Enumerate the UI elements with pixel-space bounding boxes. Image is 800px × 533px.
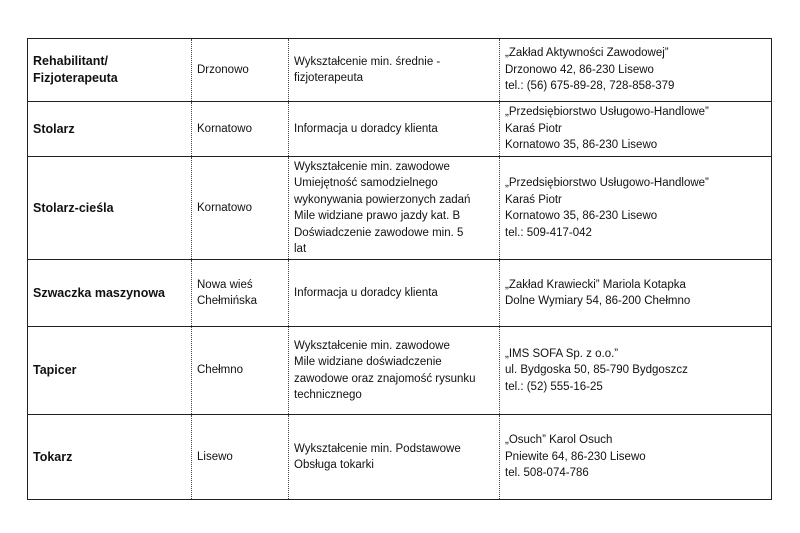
position-cell xyxy=(28,39,192,102)
requirements-cell xyxy=(289,327,500,415)
employer-line: Karaś Piotr xyxy=(505,122,562,135)
requirements-cell xyxy=(289,102,500,157)
location-cell xyxy=(192,39,289,102)
requirements-cell xyxy=(289,260,500,327)
location-line: Lisewo xyxy=(197,450,233,463)
employer-line: ul. Bydgoska 50, 85-790 Bydgoszcz xyxy=(505,364,688,377)
employer-line: tel.: (52) 555-16-25 xyxy=(505,380,603,393)
table-row xyxy=(28,260,772,327)
table-row xyxy=(28,102,772,157)
requirements-line: Doświadczenie zawodowe min. 5 xyxy=(294,226,464,239)
employer-line: tel.: (56) 675-89-28, 728-858-379 xyxy=(505,80,675,93)
requirements-cell xyxy=(289,157,500,260)
table-row xyxy=(28,327,772,415)
employer-line: tel.: 509-417-042 xyxy=(505,226,592,239)
requirements-line: lat xyxy=(294,243,307,255)
location-cell xyxy=(192,157,289,260)
employer-line: „Przedsiębiorstwo Usługowo-Handlowe” xyxy=(505,177,709,189)
requirements-cell xyxy=(289,39,500,102)
requirements-line: Wykształcenie min. średnie - xyxy=(294,55,441,68)
position-line: Rehabilitant/ xyxy=(33,54,109,68)
requirements-line: Umiejętność samodzielnego xyxy=(294,177,438,189)
requirements-line: technicznego xyxy=(294,389,362,401)
employer-line: Karaś Piotr xyxy=(505,193,562,206)
location-cell xyxy=(192,415,289,500)
employer-line: „Zakład Krawiecki” Mariola Kotapka xyxy=(505,278,686,291)
position-cell xyxy=(28,260,192,327)
location-cell xyxy=(192,327,289,415)
requirements-line: Informacja u doradcy klienta xyxy=(294,122,438,135)
employer-cell xyxy=(500,39,772,102)
position-line: Stolarz-cieśla xyxy=(33,200,114,215)
position-line: Tapicer xyxy=(33,363,77,377)
location-line: Chełmińska xyxy=(197,295,258,307)
position-cell xyxy=(28,327,192,415)
location-line: Drzonowo xyxy=(197,63,249,76)
position-line: Fizjoterapeuta xyxy=(33,71,118,85)
position-line: Tokarz xyxy=(33,449,73,464)
requirements-line: Informacja u doradcy klienta xyxy=(294,286,438,299)
position-cell xyxy=(28,415,192,500)
requirements-line: Wykształcenie min. zawodowe xyxy=(294,339,450,352)
requirements-line: fizjoterapeuta xyxy=(294,72,364,84)
location-line: Chełmno xyxy=(197,364,244,377)
employer-cell xyxy=(500,157,772,260)
employer-line: „IMS SOFA Sp. z o.o.” xyxy=(505,347,619,360)
employer-line: Kornatowo 35, 86-230 Lisewo xyxy=(505,210,658,222)
requirements-line: Mile widziane doświadczenie xyxy=(294,356,442,368)
requirements-cell xyxy=(289,415,500,500)
position-line: Stolarz xyxy=(33,121,75,136)
requirements-line: Wykształcenie min. Podstawowe xyxy=(294,442,461,455)
employer-line: tel. 508-074-786 xyxy=(505,467,589,480)
requirements-line: Wykształcenie min. zawodowe xyxy=(294,160,450,173)
employer-line: Dolne Wymiary 54, 86-200 Chełmno xyxy=(505,295,691,307)
position-line: Szwaczka maszynowa xyxy=(33,285,166,300)
employer-line: „Przedsiębiorstwo Usługowo-Handlowe” xyxy=(505,106,709,119)
location-cell xyxy=(192,102,289,157)
employer-line: Drzonowo 42, 86-230 Lisewo xyxy=(505,63,654,76)
table-row xyxy=(28,157,772,260)
employer-cell xyxy=(500,415,772,500)
employer-cell xyxy=(500,102,772,157)
location-line: Nowa wieś xyxy=(197,278,253,291)
employer-line: Kornatowo 35, 86-230 Lisewo xyxy=(505,139,658,152)
requirements-line: zawodowe oraz znajomość rysunku xyxy=(294,372,476,385)
location-cell xyxy=(192,260,289,327)
employer-cell xyxy=(500,260,772,327)
location-line: Kornatowo xyxy=(197,201,252,214)
employer-line: Pniewite 64, 86-230 Lisewo xyxy=(505,450,646,463)
table-row xyxy=(28,415,772,500)
employer-line: „Zakład Aktywności Zawodowej” xyxy=(505,47,669,60)
requirements-line: wykonywania powierzonych zadań xyxy=(294,193,471,206)
location-line: Kornatowo xyxy=(197,122,252,135)
position-cell xyxy=(28,157,192,260)
position-cell xyxy=(28,102,192,157)
employer-line: „Osuch” Karol Osuch xyxy=(505,434,613,447)
job-offers-table xyxy=(27,38,772,500)
requirements-line: Obsługa tokarki xyxy=(294,459,374,471)
table-row xyxy=(28,39,772,102)
requirements-line: Mile widziane prawo jazdy kat. B xyxy=(294,210,461,222)
employer-cell xyxy=(500,327,772,415)
